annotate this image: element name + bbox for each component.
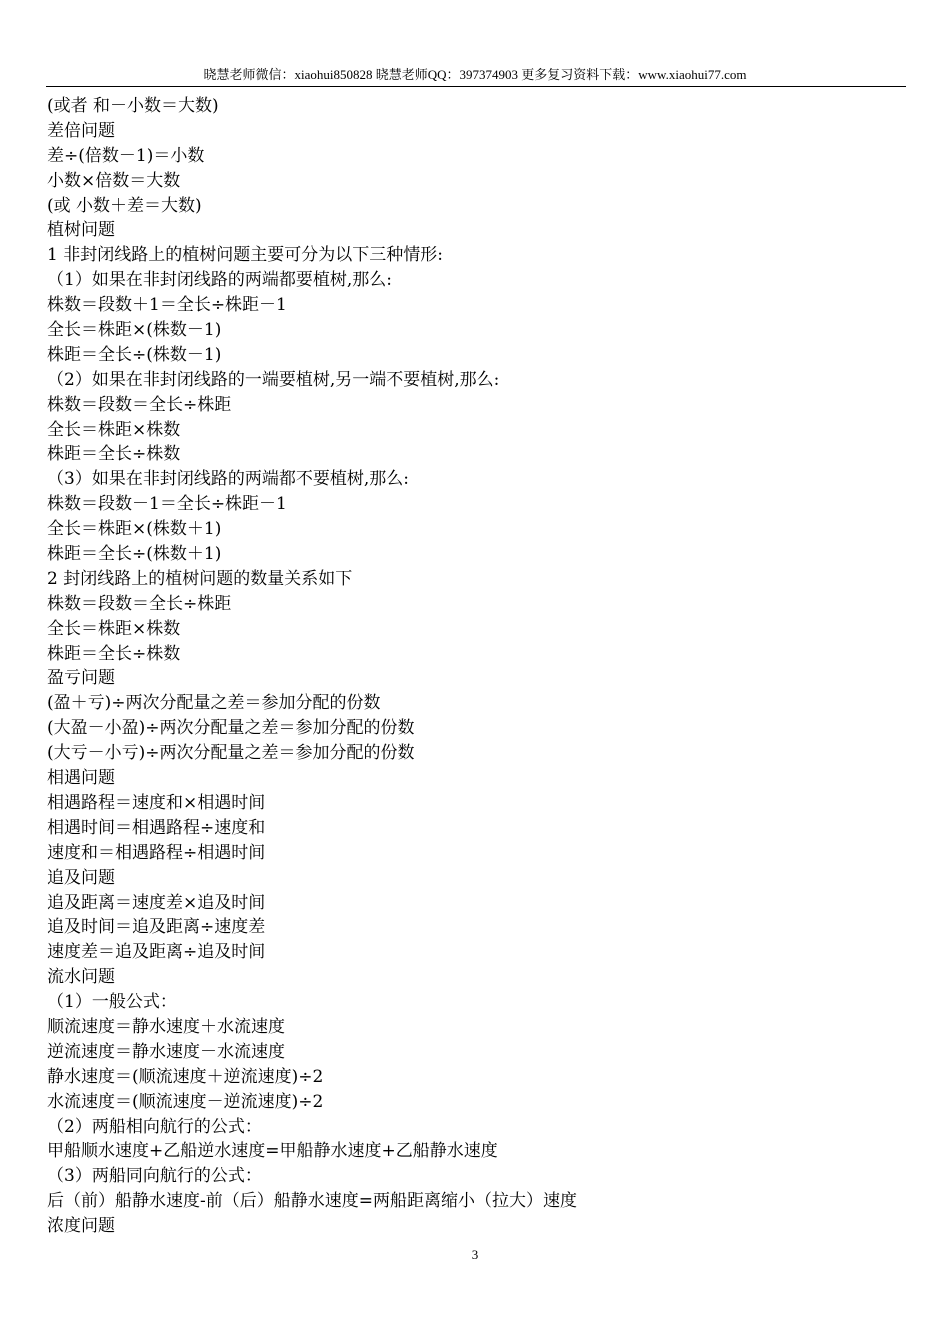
formula-line: 追及时间＝追及距离÷速度差 bbox=[47, 917, 266, 938]
header-divider bbox=[46, 86, 906, 87]
text-line: 2 封闭线路上的植树问题的数量关系如下 bbox=[47, 568, 353, 589]
section-heading: 相遇问题 bbox=[47, 768, 115, 789]
formula-line: 逆流速度＝静水速度－水流速度 bbox=[47, 1041, 285, 1062]
formula-line: 株距＝全长÷(株数＋1) bbox=[47, 544, 222, 565]
formula-line: 甲船顺水速度+乙船逆水速度=甲船静水速度+乙船静水速度 bbox=[47, 1141, 498, 1162]
formula-line: 株距＝全长÷株数 bbox=[47, 444, 181, 465]
formula-line: 全长＝株距×株数 bbox=[47, 618, 181, 639]
formula-line: 追及距离＝速度差×追及时间 bbox=[47, 892, 266, 913]
formula-line: 株数＝段数＋1＝全长÷株距－1 bbox=[47, 295, 287, 316]
formula-line: 水流速度＝(顺流速度－逆流速度)÷2 bbox=[47, 1091, 324, 1112]
section-heading: 流水问题 bbox=[47, 967, 115, 988]
formula-line: 静水速度＝(顺流速度＋逆流速度)÷2 bbox=[47, 1066, 324, 1087]
formula-line: (大盈－小盈)÷两次分配量之差＝参加分配的份数 bbox=[47, 718, 415, 739]
section-heading: 盈亏问题 bbox=[47, 668, 115, 689]
formula-line: (或 小数＋差＝大数) bbox=[47, 195, 202, 216]
section-heading: 差倍问题 bbox=[47, 120, 115, 141]
sub-heading: （2）两船相向航行的公式： bbox=[47, 1116, 262, 1137]
sub-heading: （3）如果在非封闭线路的两端都不要植树,那么: bbox=[47, 469, 409, 490]
formula-line: 小数×倍数＝大数 bbox=[47, 170, 181, 191]
formula-line: 顺流速度＝静水速度＋水流速度 bbox=[47, 1016, 285, 1037]
section-heading: 浓度问题 bbox=[47, 1216, 115, 1237]
formula-line: (大亏－小亏)÷两次分配量之差＝参加分配的份数 bbox=[47, 743, 415, 764]
section-heading: 植树问题 bbox=[47, 220, 115, 241]
sub-heading: （2）如果在非封闭线路的一端要植树,另一端不要植树,那么: bbox=[47, 369, 500, 390]
formula-line: 株数＝段数＝全长÷株距 bbox=[47, 593, 232, 614]
formula-line: 全长＝株距×(株数＋1) bbox=[47, 519, 222, 540]
formula-line: (盈＋亏)÷两次分配量之差＝参加分配的份数 bbox=[47, 693, 381, 714]
page-header: 晓慧老师微信：xiaohui850828 晓慧老师QQ：397374903 更多复习资料下载：www.xiaohui77.com bbox=[203, 67, 747, 82]
formula-line: 速度和＝相遇路程÷相遇时间 bbox=[47, 842, 266, 863]
formula-line: 相遇时间＝相遇路程÷速度和 bbox=[47, 817, 266, 838]
formula-line: 后（前）船静水速度-前（后）船静水速度=两船距离缩小（拉大）速度 bbox=[47, 1191, 577, 1212]
text-line: 1 非封闭线路上的植树问题主要可分为以下三种情形: bbox=[47, 245, 443, 266]
formula-line: 差÷(倍数－1)＝小数 bbox=[47, 145, 205, 166]
sub-heading: （1）一般公式： bbox=[47, 992, 177, 1013]
formula-line: 株数＝段数－1＝全长÷株距－1 bbox=[47, 494, 287, 515]
text-line: (或者 和－小数＝大数) bbox=[47, 96, 219, 116]
document-body bbox=[47, 94, 907, 1239]
section-heading: 追及问题 bbox=[47, 867, 115, 888]
page-number: 3 bbox=[471, 1247, 479, 1262]
formula-line: 株数＝段数＝全长÷株距 bbox=[47, 394, 232, 415]
sub-heading: （3）两船同向航行的公式： bbox=[47, 1166, 262, 1187]
formula-line: 株距＝全长÷株数 bbox=[47, 643, 181, 664]
formula-line: 株距＝全长÷(株数－1) bbox=[47, 344, 222, 365]
formula-line: 相遇路程＝速度和×相遇时间 bbox=[47, 792, 266, 813]
formula-line: 全长＝株距×株数 bbox=[47, 419, 181, 440]
sub-heading: （1）如果在非封闭线路的两端都要植树,那么: bbox=[47, 270, 392, 291]
formula-line: 速度差＝追及距离÷追及时间 bbox=[47, 942, 266, 963]
formula-line: 全长＝株距×(株数－1) bbox=[47, 320, 222, 341]
